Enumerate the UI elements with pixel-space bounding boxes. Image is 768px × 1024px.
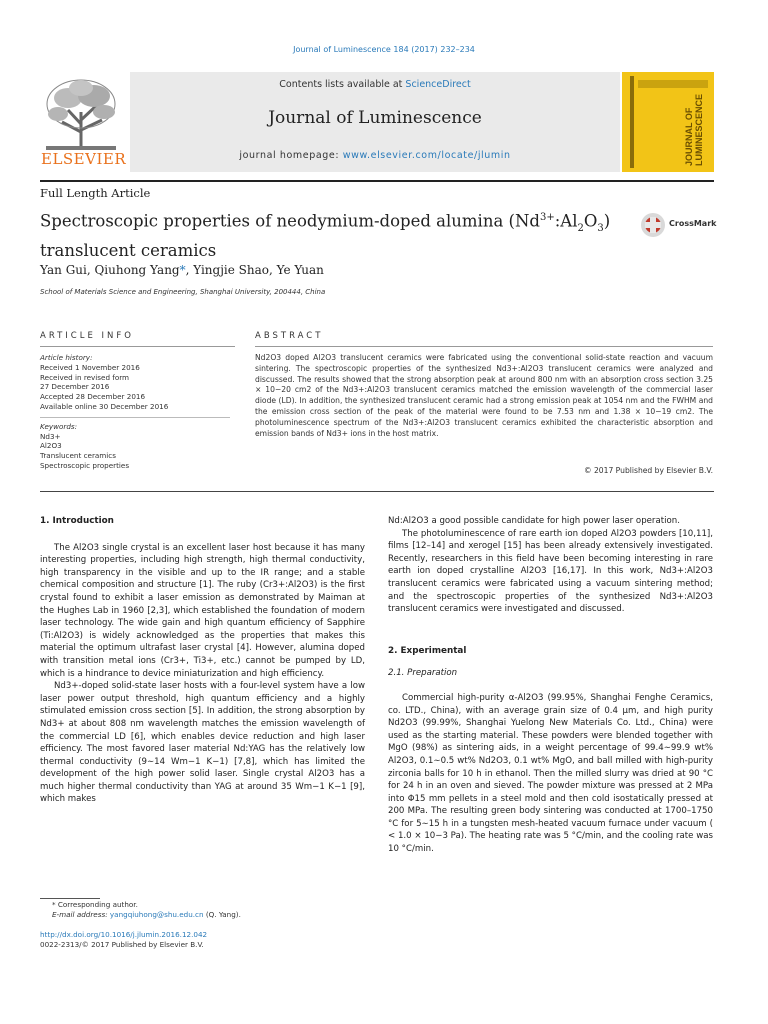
journal-citation[interactable]: Journal of Luminescence 184 (2017) 232–234 — [293, 45, 475, 54]
subsection-heading-preparation: 2.1. Preparation — [388, 668, 458, 679]
intro-paragraph-1: The Al2O3 single crystal is an excellent laser host because it has many interesting properties, including high strength, high thermal conductivity, high transparency in the visible and up to the IR range; and a stable chemical composition and structure [1]. The ruby (Cr3+:Al2O3) is the first crystal found to exhibit a laser emission as demonstrated by Maiman at the Hughes Lab in 1960 [2,3], which established the foundation of modern laser technology. The wide gain and high quantum efficiency of Sapphire (Ti:Al2O3) is widely acknowledged as the properties that makes this material the optimum ultrafast laser crystal [4]. However, alumina doped with transition metal ions (Cr3+, Ti3+, etc.) cannot be pumped by LD, which is a hindrance to device miniaturization and high efficiency. — [40, 542, 365, 679]
section-heading-introduction: 1. Introduction — [40, 516, 114, 526]
history-item: 27 December 2016 — [40, 382, 110, 392]
footnote-corresponding: * Corresponding author. — [52, 900, 138, 909]
article-type: Full Length Article — [40, 186, 151, 200]
keyword-item: Spectroscopic properties — [40, 460, 130, 470]
keywords-label: Keywords: — [40, 421, 78, 431]
keyword-item: Nd3+ — [40, 431, 61, 441]
doi-block — [40, 930, 370, 950]
info-rule — [40, 346, 235, 347]
history-label: Article history: — [40, 353, 93, 362]
history-item: Received in revised form — [40, 372, 130, 382]
author-list: Yan Gui, Qiuhong Yang*, Yingjie Shao, Ye Yuan — [40, 263, 324, 277]
abstract-heading: ABSTRACT — [255, 331, 324, 341]
crossmark-icon — [640, 212, 666, 238]
doi-link[interactable]: http://dx.doi.org/10.1016/j.jlumin.2016.12.042 — [40, 930, 208, 939]
abstract-rule — [255, 346, 713, 347]
sciencedirect-link[interactable]: ScienceDirect — [405, 79, 471, 90]
contents-prefix: Contents lists available at — [279, 79, 406, 90]
header-rule — [40, 180, 714, 182]
cover-title: JOURNAL OF LUMINESCENCE — [684, 93, 704, 166]
history-item: Available online 30 December 2016 — [40, 401, 169, 411]
article-history — [40, 353, 230, 471]
contents-line — [130, 79, 620, 90]
right-column — [388, 515, 713, 856]
left-column — [40, 515, 365, 806]
journal-cover — [622, 72, 714, 172]
homepage-link[interactable]: www.elsevier.com/locate/jlumin — [342, 150, 511, 161]
crossmark-badge[interactable] — [640, 210, 720, 240]
corresponding-author-mark[interactable]: * — [179, 263, 186, 277]
abstract-text: Nd2O3 doped Al2O3 translucent ceramics were fabricated using the conventional solid-state reaction and vacuum sintering. The spectroscopic properties of the synthesized Nd3+:Al2O3 translucent ceramics were analyzed and discussed. The results showed that the strong absorption peak at around 800 nm with an absorption cross section 3.25 × 10−20 cm2 of the Nd3+:Al2O3 translucent ceramics matched the emission wavelength of the commercial laser diode (LD). In addition, the synthesized translucent ceramic had a strong emission peak at 1054 nm and the FWHM and the emission cross section of the peak of the material were found to be 7.53 nm and 1.38 × 10−19 cm2. The photoluminescence spectrum of the Nd3+:Al2O3 translucent ceramics exhibited the characteristic absorption and emission bands of Nd3+ ions in the host matrix. — [255, 353, 713, 438]
elsevier-wordmark: ELSEVIER — [41, 150, 127, 168]
footnote-email-line: E-mail address: yangqiuhong@shu.edu.cn (Q. Yang). — [52, 910, 241, 919]
journal-name: Journal of Luminescence — [268, 108, 482, 128]
crossmark-label: CrossMark — [669, 219, 717, 228]
homepage-prefix: journal homepage: — [239, 150, 343, 161]
affiliation: School of Materials Science and Engineering, Shanghai University, 200444, China — [40, 288, 326, 296]
issn-line: 0022-2313/© 2017 Published by Elsevier B.V. — [40, 940, 204, 949]
article-title: Spectroscopic properties of neodymium-doped alumina $(Nd^{3+}:Al_2O_3)$ translucent ceramics — [40, 211, 611, 260]
homepage-line — [130, 150, 620, 161]
intro-paragraph-3-cont: Nd:Al2O3 a good possible candidate for high power laser operation. — [388, 516, 680, 526]
article-info-heading: ARTICLE INFO — [40, 331, 134, 341]
info-divider — [40, 417, 230, 418]
abstract-bottom-rule — [40, 491, 714, 492]
footnote-rule — [40, 898, 100, 899]
history-item: Accepted 28 December 2016 — [40, 392, 146, 402]
preparation-paragraph: Commercial high-purity α-Al2O3 (99.95%, Shanghai Fenghe Ceramics, co. LTD., China), with an average grain size of 0.4 μm, and high purity Nd2O3 (99.99%, Shanghai Yuelong New Materials Co. Ltd., China) were used as the starting material. These powders were blended together with MgO (98%) as sintering aids, in a weight percentage of 99.4∼99.9 wt% Al2O3, 0.1∼0.5 wt% Nd2O3, 0.1 wt% MgO, and ball milled with high-purity zirconia balls for 10 h in ethanol. Then the milled slurry was dried at 90 °C for 24 h in an oven and sieved. The powder mixture was pressed at 2 MPa into Φ15 mm pellets in a steel mold and then cold isostatically pressed at 200 MPa. The resulting green body sintering was conducted at 1700–1750 °C for 5∼15 h in a tungsten mesh-heated vacuum furnace under vacuum ( < 1.0 × 10−3 Pa). The heating rate was 5 °C/min, and the cooling rate was 10 °C/min. — [388, 692, 713, 855]
abstract-copyright: © 2017 Published by Elsevier B.V. — [583, 466, 713, 475]
keyword-item: Al2O3 — [40, 441, 62, 451]
intro-paragraph-2: Nd3+-doped solid-state laser hosts with a four-level system have a low laser power output threshold, high quantum efficiency and a highly stimulated emission cross section [5]. In addition, the strong absorption by Nd3+ at about 808 nm wavelength matches the emission wavelength of the commercial LD [6], which enables device reduction and high laser efficiency. The most favored laser material Nd:YAG has the relatively low thermal conductivity (9∼14 Wm−1 K−1) [7,8], which has limited the development of the high power solid laser. Single crystal Al2O3 has a much higher thermal conductivity than YAG at around 35 Wm−1 K−1 [9], which makes — [40, 681, 365, 805]
keyword-item: Translucent ceramics — [40, 451, 117, 461]
section-heading-experimental: 2. Experimental — [388, 645, 467, 656]
history-item: Received 1 November 2016 — [40, 362, 140, 372]
intro-paragraph-4: The photoluminescence of rare earth ion doped Al2O3 powders [10,11], films [12–14] and xerogel [15] has been already extensively investigated. Recently, researchers in this field have been becoming interesting in rare earth ion doped crystalline Al2O3 [16,17]. In this work, Nd3+:Al2O3 translucent ceramics were fabricated using a vacuum sintering method; and the spectroscopic properties of the synthesized Nd3+:Al2O3 translucent ceramics were investigated and discussed. — [388, 528, 713, 615]
email-link[interactable]: yangqiuhong@shu.edu.cn — [109, 910, 204, 919]
footnote — [52, 900, 362, 920]
